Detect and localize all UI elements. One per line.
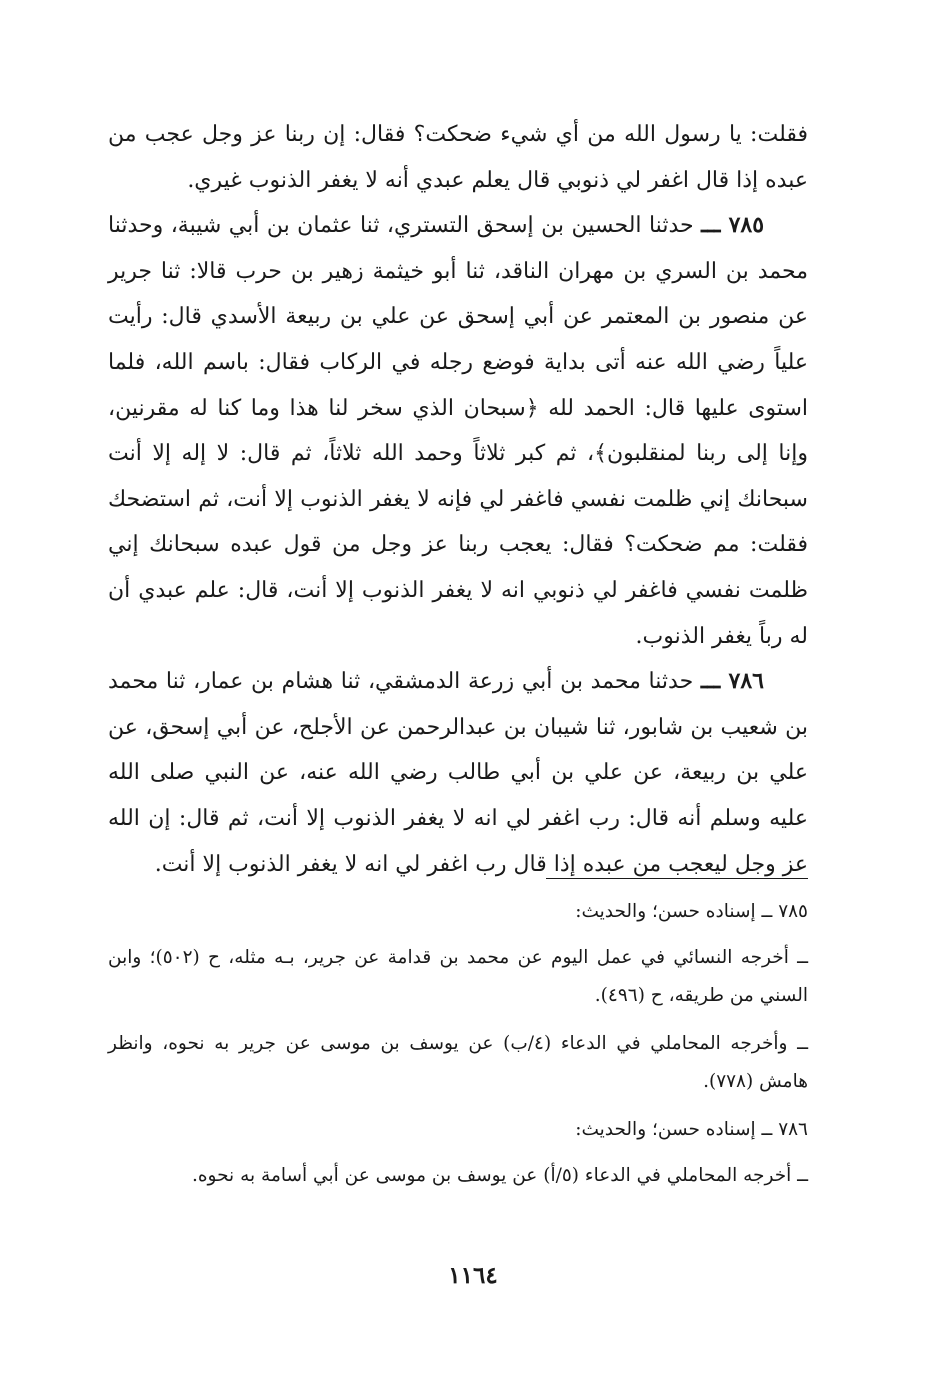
hadith-786 bbox=[108, 659, 808, 887]
hadith-785 bbox=[108, 203, 808, 659]
hadith-text: حدثنا الحسين بن إسحق التستري، ثنا عثمان بن أبي شيبة، وحدثنا محمد بن السري بن مهران الناقد، ثنا أبو خيثمة زهير بن حرب قالا: ثنا جرير عن منصور بن المعتمر عن أبي إسحق عن علي بن ربيعة الأسدي قال: رأيت علياً رضي الله عنه أتى بداية فوضع رجله في الركاب فقال: باسم الله، فلما استوى عليها قال: الحمد لله ﴿سبحان الذي سخر لنا هذا وما كنا له مقرنين، وإنا إلى ربنا لمنقلبون﴾، ثم كبر ثلاثاً وحمد الله ثلاثاً، ثم قال: لا إله إلا أنت سبحانك إني ظلمت نفسي فاغفر لي فإنه لا يغفر الذنوب إلا أنت، ثم استضحك فقلت: مم ضحكت؟ فقال: يعجب ربنا عز وجل من قول عبده سبحانك إني ظلمت نفسي فاغفر لي ذنوبي انه لا يغفر الذنوب إلا أنت، قال: علم عبدي أن له رباً يغفر الذنوب. bbox=[108, 213, 808, 649]
paragraph-intro bbox=[108, 112, 808, 203]
footnote-item: ــ وأخرجه المحاملي في الدعاء (٤/ب) عن يوسف بن موسى عن جرير به نحوه، وانظر هامش (٧٧٨). bbox=[108, 1033, 808, 1092]
hadith-text: حدثنا محمد بن أبي زرعة الدمشقي، ثنا هشام بن عمار، ثنا محمد بن شعيب بن شابور، ثنا شيبان بن عبدالرحمن عن الأجلح، عن أبي إسحق، عن علي بن ربيعة، عن علي بن أبي طالب رضي الله عنه، عن النبي صلى الله عليه وسلم أنه قال: رب اغفر لي انه لا يغفر الذنوب إلا أنت، ثم قال: إن الله عز وجل ليعجب من عبده إذا قال رب اغفر لي انه لا يغفر الذنوب إلا أنت. bbox=[108, 669, 808, 877]
footnote-item: ــ أخرجه النسائي في عمل اليوم عن محمد بن قدامة عن جرير، بـه مثله، ح (٥٠٢)؛ وابن السني من طريقه، ح (٤٩٦). bbox=[108, 947, 808, 1006]
hadith-number: ٧٨٦ ـــ bbox=[700, 668, 764, 695]
footnotes bbox=[108, 893, 808, 1205]
footnote-divider bbox=[546, 878, 808, 879]
footnote-head-786: ٧٨٦ ــ إسناده حسن؛ والحديث: bbox=[575, 1119, 808, 1140]
footnote-item: ــ أخرجه المحاملي في الدعاء (٥/أ) عن يوسف بن موسى عن أبي أسامة به نحوه. bbox=[191, 1165, 808, 1186]
hadith-number: ٧٨٥ ـــ bbox=[701, 212, 765, 239]
paragraph-text: فقلت: يا رسول الله من أي شيء ضحكت؟ فقال: إن ربنا عز وجل عجب من عبده إذا قال اغفر لي ذنوبي قال يعلم عبدي أنه لا يغفر الذنوب غيري. bbox=[108, 122, 808, 193]
footnote-head-785: ٧٨٥ ــ إسناده حسن؛ والحديث: bbox=[575, 901, 808, 922]
main-text bbox=[108, 112, 808, 887]
page-number: ١١٦٤ bbox=[448, 1262, 498, 1289]
